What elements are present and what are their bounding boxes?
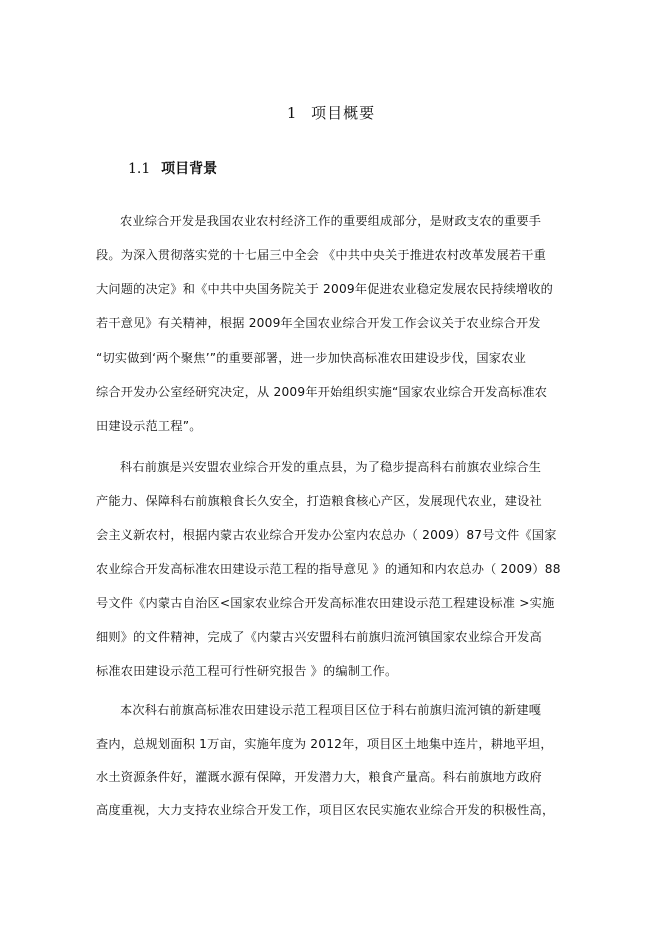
subsection-title: 项目背景 <box>161 161 218 177</box>
section-title: 项目概要 <box>311 104 376 122</box>
paragraph-2-line: 科右前旗是兴安盟农业综合开发的重点县，为了稳步提高科右前旗农业综合生 <box>120 460 542 474</box>
subsection-heading <box>128 158 217 178</box>
paragraph-1-line: 综合开发办公室经研究决定，从 2009年开始组织实施“国家农业综合开发高标准农 <box>96 385 548 399</box>
paragraph-3-line: 水土资源条件好，灌溉水源有保障，开发潜力大，粮食产量高。科右前旗地方政府 <box>96 770 542 784</box>
paragraph-3-line: 高度重视，大力支持农业综合开发工作，项目区农民实施农业综合开发的积极性高， <box>96 803 555 817</box>
paragraph-2-line: 产能力、保障科右前旗粮食长久安全，打造粮食核心产区，发展现代农业，建设社 <box>96 494 542 508</box>
paragraph-2-line: 农业综合开发高标准农田建设示范工程的指导意见 》的通知和内农总办（ 2009）88 <box>96 562 561 576</box>
paragraph-1-line: 农业综合开发是我国农业农村经济工作的重要组成部分，是财政支农的重要手 <box>120 214 542 228</box>
section-number: 1 <box>286 104 298 122</box>
paragraph-1-line: 段。为深入贯彻落实党的十七届三中全会 《中共中央关于推进农村改革发展若干重 <box>96 248 547 262</box>
paragraph-2-line: 号文件《内蒙古自治区<国家农业综合开发高标准农田建设示范工程建设标准 >实施 <box>96 596 555 610</box>
paragraph-2-line: 会主义新农村，根据内蒙古农业综合开发办公室内农总办（ 2009）87号文件《国家 <box>96 528 557 542</box>
paragraph-1-line: “切实做到‘两个聚焦’”的重要部署，进一步加快高标准农田建设步伐，国家农业 <box>96 351 526 365</box>
subsection-number: 1.1 <box>128 161 151 177</box>
paragraph-1-line: 田建设示范工程”。 <box>96 419 202 433</box>
paragraph-3-line: 查内，总规划面积 1万亩，实施年度为 2012年，项目区土地集中连片，耕地平坦， <box>96 737 553 751</box>
paragraph-2-line: 标准农田建设示范工程可行性研究报告 》的编制工作。 <box>96 664 398 678</box>
section-heading <box>0 102 662 123</box>
paragraph-3-line: 本次科右前旗高标准农田建设示范工程项目区位于科右前旗归流河镇的新建嘎 <box>120 703 542 717</box>
paragraph-1-line: 大问题的决定》和《中共中央国务院关于 2009年促进农业稳定发展农民持续增收的 <box>96 282 554 296</box>
paragraph-2-line: 细则》的文件精神，完成了《内蒙古兴安盟科右前旗归流河镇国家农业综合开发高 <box>96 630 542 644</box>
paragraph-1-line: 若干意见》有关精神，根据 2009年全国农业综合开发工作会议关于农业综合开发 <box>96 316 541 330</box>
